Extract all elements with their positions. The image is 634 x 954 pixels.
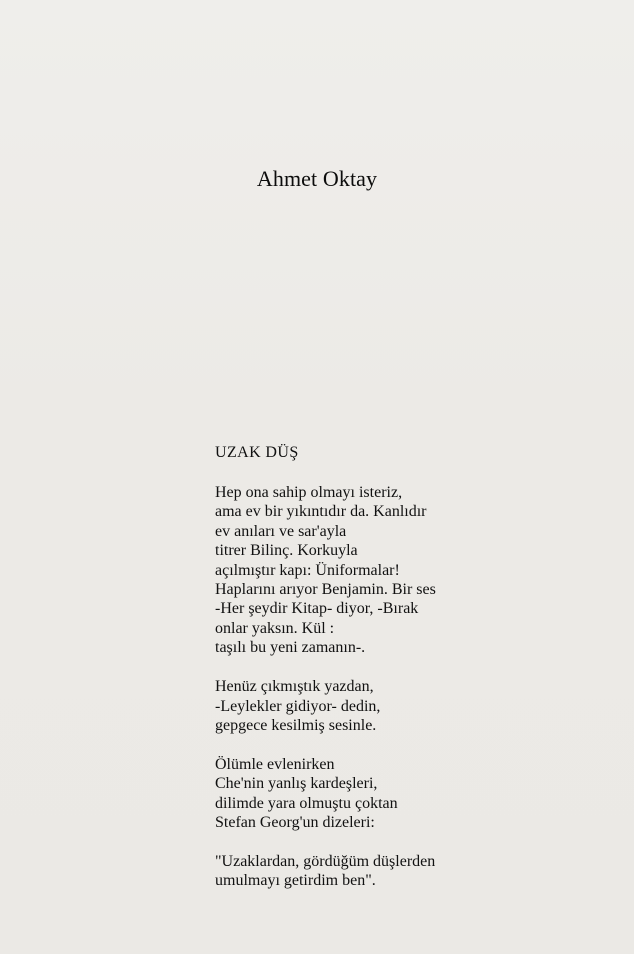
poem-line: açılmıştır kapı: Üniformalar!: [215, 561, 400, 579]
poem-line: gepgece kesilmiş sesinle.: [215, 716, 377, 734]
poem-line: Ölümle evlenirken: [215, 755, 335, 773]
poem-line: Stefan Georg'un dizeleri:: [215, 814, 375, 832]
stanza-2: [215, 677, 575, 735]
stanza-3: [215, 755, 575, 833]
poem-line: umulmayı getirdim ben".: [215, 872, 376, 890]
poem-line: Henüz çıkmıştık yazdan,: [215, 678, 374, 696]
poem-line: Che'nin yanlış kardeşleri,: [215, 775, 378, 793]
poem-line: -Leylekler gidiyor- dedin,: [215, 697, 381, 715]
poem-line: Hep ona sahip olmayı isteriz,: [215, 484, 403, 501]
poem-title: UZAK DÜŞ: [215, 444, 299, 461]
poem: [215, 443, 575, 891]
poem-line: titrer Bilinç. Korkuyla: [215, 542, 358, 560]
poem-line: -Her şeydir Kitap- diyor, -Bırak: [215, 600, 419, 618]
stanza-4: [215, 852, 575, 891]
poem-line: Haplarını arıyor Benjamin. Bir ses: [215, 581, 436, 599]
poem-line: "Uzaklardan, gördüğüm düşlerden: [215, 853, 436, 870]
stanza-1: [215, 483, 575, 658]
poem-line: ev anıları ve sar'ayla: [215, 522, 347, 540]
poem-line: onlar yaksın. Kül :: [215, 619, 335, 637]
poem-line: taşılı bu yeni zamanın-.: [215, 639, 366, 657]
poem-line: dilimde yara olmuştu çoktan: [215, 794, 398, 812]
author-name: Ahmet Oktay: [256, 166, 378, 191]
poem-line: ama ev bir yıkıntıdır da. Kanlıdır: [215, 503, 427, 521]
